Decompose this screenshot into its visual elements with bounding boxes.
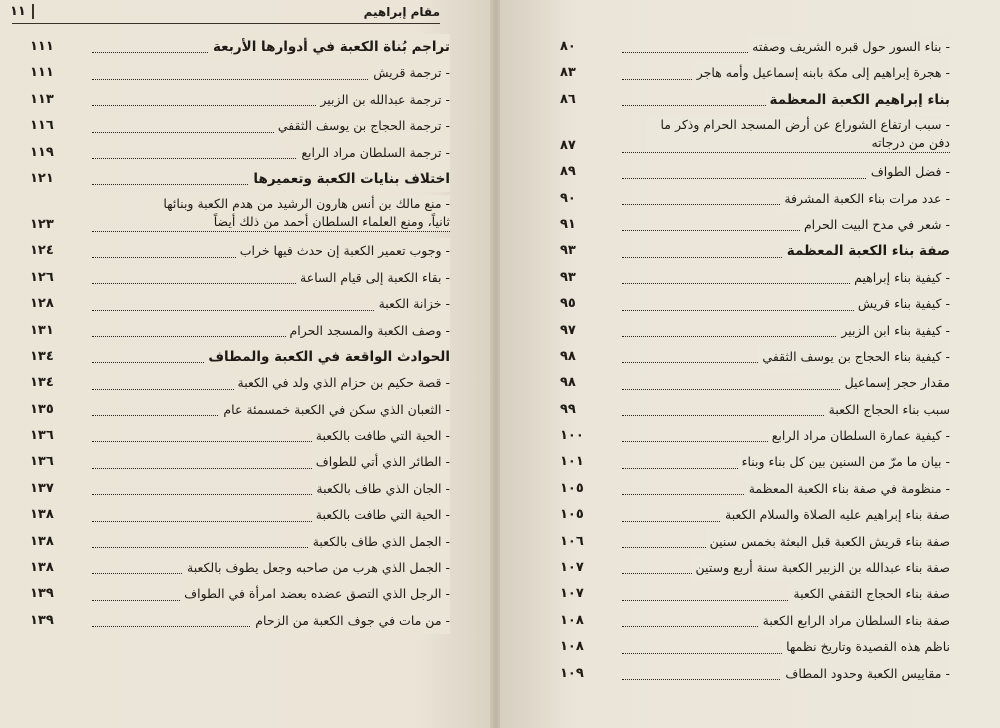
toc-entry-page-number: ٨٧: [560, 138, 576, 154]
toc-entry: [30, 370, 450, 396]
toc-entry: [30, 423, 450, 449]
toc-entry-title: صفة بناء قريش الكعبة قبل البعثة بخمس سنين: [706, 529, 950, 555]
toc-entry-page-number: ٩٧: [560, 322, 576, 338]
toc-entry-title: صفة بناء الكعبة المعظمة: [783, 238, 950, 264]
toc-entry-title: - شعر في مدح البيت الحرام: [800, 212, 950, 238]
toc-entry-page-number: ٨٠: [560, 39, 576, 54]
toc-entry-page-number: ١٣٩: [30, 586, 54, 602]
toc-entry-title: ناظم هذه القصيدة وتاريخ نظمها: [782, 634, 950, 660]
toc-entry: [30, 449, 450, 475]
toc-entry-page-number: ١٣٨: [30, 560, 54, 576]
toc-section-heading: [560, 87, 950, 113]
toc-entry: [560, 661, 950, 687]
left-page: [0, 0, 492, 728]
toc-entry-page-number: ١٢٤: [30, 243, 54, 259]
toc-entry-title: - خزانة الكعبة: [375, 291, 450, 317]
toc-entry: [560, 291, 950, 317]
toc-entry: [560, 476, 950, 502]
toc-entry: [560, 370, 950, 396]
toc-entry-title: - الجمل الذي هرب من صاحبه وجعل يطوف بالكعبة: [183, 555, 450, 581]
toc-entry-page-number: ١١١: [30, 39, 54, 54]
toc-entry-title: - منع مالك بن أنس هارون الرشيد من هدم الكعبة وبنائها ثانياً، ومنع العلماء السلطان أحمد من ذلك أيضاً: [146, 195, 450, 231]
toc-entry: [560, 159, 950, 185]
running-head-title: مقام إبراهيم: [363, 5, 440, 19]
toc-entry-page-number: ١٠٨: [560, 639, 584, 655]
toc-entry-title: صفة بناء عبدالله بن الزبير الكعبة سنة أربع وستين: [692, 555, 950, 581]
toc-entry-page-number: ٩٨: [560, 375, 576, 391]
toc-entry-title: - سبب ارتفاع الشوراع عن أرض المسجد الحرام وذكر ما دفن من درجاته: [646, 116, 950, 152]
toc-entry-title: - كيفية بناء قريش: [854, 291, 950, 317]
toc-right-column: [560, 34, 950, 687]
toc-entry-title: - الجمل الذي طاف بالكعبة: [309, 529, 450, 555]
toc-entry-title: - بيان ما مرّ من السنين بين كل بناء وبناء: [738, 449, 950, 475]
toc-entry-page-number: ٨٣: [560, 65, 576, 81]
toc-entry-title: - الحية التي طافت بالكعبة: [312, 423, 450, 449]
toc-entry-title: - هجرة إبراهيم إلى مكة بابنه إسماعيل وأمه هاجر: [693, 60, 950, 86]
toc-entry-title: - الطائر الذي أتي للطواف: [312, 449, 450, 475]
toc-entry-title: صفة بناء الحجاج الثقفي الكعبة: [789, 581, 950, 607]
toc-entry: [560, 634, 950, 660]
toc-entry-page-number: ١٠٥: [560, 507, 584, 523]
toc-entry: [30, 87, 450, 113]
toc-entry-page-number: ١٠٧: [560, 560, 584, 576]
toc-entry-title: - كيفية عمارة السلطان مراد الرابع: [768, 423, 950, 449]
toc-entry: [30, 291, 450, 317]
toc-entry-page-number: ١٣٨: [30, 533, 54, 549]
toc-entry: [560, 423, 950, 449]
toc-entry-page-number: ١٠٥: [560, 480, 584, 496]
toc-entry-title: - ترجمة السلطان مراد الرابع: [297, 140, 450, 166]
toc-entry-page-number: ١٣٨: [30, 507, 54, 523]
toc-entry-title: - ترجمة عبدالله بن الزبير: [316, 87, 450, 113]
toc-entry: [560, 186, 950, 212]
toc-entry: [560, 344, 950, 370]
toc-entry: [560, 581, 950, 607]
toc-entry-title: - الجان الذي طاف بالكعبة: [312, 476, 450, 502]
toc-entry: [560, 34, 950, 60]
toc-entry-page-number: ١٢٦: [30, 269, 54, 285]
toc-entry: [30, 60, 450, 86]
toc-entry: [30, 502, 450, 528]
toc-entry: [30, 113, 450, 139]
toc-entry: [30, 192, 450, 238]
toc-section-heading: [30, 166, 450, 192]
toc-entry-title: - الحية التي طافت بالكعبة: [312, 502, 450, 528]
toc-entry-title: - بناء السور حول قبره الشريف وصفته: [748, 34, 950, 60]
toc-section-heading: [30, 34, 450, 60]
toc-entry-page-number: ١٠٠: [560, 428, 584, 444]
toc-entry-page-number: ١٣٤: [30, 375, 54, 391]
toc-entry-page-number: ١٣٦: [30, 428, 54, 444]
toc-entry-title: - وجوب تعمير الكعبة إن حدث فيها خراب: [236, 238, 450, 264]
toc-left-column: [30, 34, 450, 634]
toc-entry-page-number: ٩٠: [560, 190, 576, 206]
toc-section-heading: [560, 238, 950, 264]
page-number: ١١: [10, 4, 34, 19]
toc-entry-title: - من مات في جوف الكعبة من الزحام: [251, 608, 450, 634]
toc-entry-title: - ترجمة قريش: [369, 60, 450, 86]
toc-entry-page-number: ٩٣: [560, 243, 576, 259]
toc-entry-page-number: ٨٩: [560, 164, 576, 180]
running-head: [12, 5, 440, 24]
toc-entry-title: - قصة حكيم بن حزام الذي ولد في الكعبة: [234, 370, 450, 396]
toc-entry: [560, 212, 950, 238]
toc-entry: [30, 608, 450, 634]
toc-entry-title: سبب بناء الحجاج الكعبة: [825, 397, 950, 423]
toc-entry-page-number: ١٠٦: [560, 533, 584, 549]
toc-entry: [30, 529, 450, 555]
toc-entry-title: - كيفية بناء الحجاج بن يوسف الثقفي: [758, 344, 950, 370]
dot-leader: [622, 152, 950, 153]
toc-entry: [30, 238, 450, 264]
toc-entry-title: - ترجمة الحجاج بن يوسف الثقفي: [274, 113, 450, 139]
toc-entry-page-number: ١٢٣: [30, 217, 54, 233]
toc-entry: [30, 555, 450, 581]
toc-entry-title: صفة بناء السلطان مراد الرابع الكعبة: [759, 608, 950, 634]
toc-entry-page-number: ١٣٥: [30, 401, 54, 417]
toc-entry-page-number: ١٠٩: [560, 665, 584, 681]
right-page: [500, 0, 1000, 728]
toc-entry: [560, 529, 950, 555]
toc-entry-page-number: ١٣١: [30, 322, 54, 338]
toc-entry-title: - مقاييس الكعبة وحدود المطاف: [781, 661, 950, 687]
toc-entry-title: - كيفية بناء ابن الزبير: [837, 318, 950, 344]
toc-entry-page-number: ١١١: [30, 65, 54, 81]
toc-entry: [560, 449, 950, 475]
toc-entry: [560, 608, 950, 634]
toc-entry-title: مقدار حجر إسماعيل: [841, 370, 950, 396]
toc-entry-title: - وصف الكعبة والمسجد الحرام: [286, 318, 450, 344]
toc-entry: [30, 318, 450, 344]
toc-entry-page-number: ٨٦: [560, 91, 576, 107]
toc-entry-page-number: ١٠٨: [560, 612, 584, 628]
toc-entry-title: بناء إبراهيم الكعبة المعظمة: [766, 87, 950, 113]
toc-entry: [30, 265, 450, 291]
toc-entry-page-number: ٩٣: [560, 269, 576, 285]
toc-entry: [30, 476, 450, 502]
toc-entry-title: اختلاف بنايات الكعبة وتعميرها: [249, 166, 450, 192]
toc-entry-title: صفة بناء إبراهيم عليه الصلاة والسلام الكعبة: [721, 502, 950, 528]
toc-entry-title: تراجم بُناة الكعبة في أدوارها الأربعة: [209, 34, 450, 60]
toc-entry: [560, 502, 950, 528]
dot-leader: [92, 231, 450, 232]
toc-entry-title: - منظومة في صفة بناء الكعبة المعظمة: [745, 476, 950, 502]
toc-entry-title: - الثعبان الذي سكن في الكعبة خمسمئة عام: [219, 397, 450, 423]
toc-entry: [560, 318, 950, 344]
toc-entry-page-number: ٩٩: [560, 401, 576, 417]
toc-entry-page-number: ١١٩: [30, 144, 54, 160]
toc-entry-title: - كيفية بناء إبراهيم: [850, 265, 950, 291]
toc-entry-page-number: ١٣٩: [30, 612, 54, 628]
toc-entry: [560, 265, 950, 291]
toc-entry-page-number: ١٠٧: [560, 586, 584, 602]
toc-entry: [560, 397, 950, 423]
toc-entry-title: - الرجل الذي التصق عضده بعضد امرأة في الطواف: [180, 581, 450, 607]
toc-entry-page-number: ٩٥: [560, 296, 576, 312]
toc-entry: [30, 397, 450, 423]
toc-entry: [30, 581, 450, 607]
toc-entry: [30, 140, 450, 166]
toc-entry-page-number: ١٢٨: [30, 296, 54, 312]
toc-entry-title: الحوادث الواقعة في الكعبة والمطاف: [204, 344, 450, 370]
toc-entry-page-number: ١٣٧: [30, 480, 54, 496]
toc-section-heading: [30, 344, 450, 370]
toc-entry-page-number: ١٣٦: [30, 454, 54, 470]
toc-entry-title: - فضل الطواف: [867, 159, 950, 185]
toc-entry: [560, 113, 950, 159]
toc-entry: [560, 60, 950, 86]
toc-entry-page-number: ١١٣: [30, 91, 54, 107]
toc-entry: [560, 555, 950, 581]
toc-entry-title: - عدد مرات بناء الكعبة المشرفة: [780, 186, 950, 212]
toc-entry-page-number: ٩٨: [560, 348, 576, 364]
toc-entry-page-number: ١٠١: [560, 454, 584, 470]
toc-entry-page-number: ١١٦: [30, 118, 54, 134]
toc-entry-page-number: ١٣٤: [30, 348, 54, 364]
toc-entry-page-number: ٩١: [560, 216, 576, 232]
toc-entry-title: - بقاء الكعبة إلى قيام الساعة: [296, 265, 450, 291]
toc-entry-page-number: ١٢١: [30, 170, 54, 186]
